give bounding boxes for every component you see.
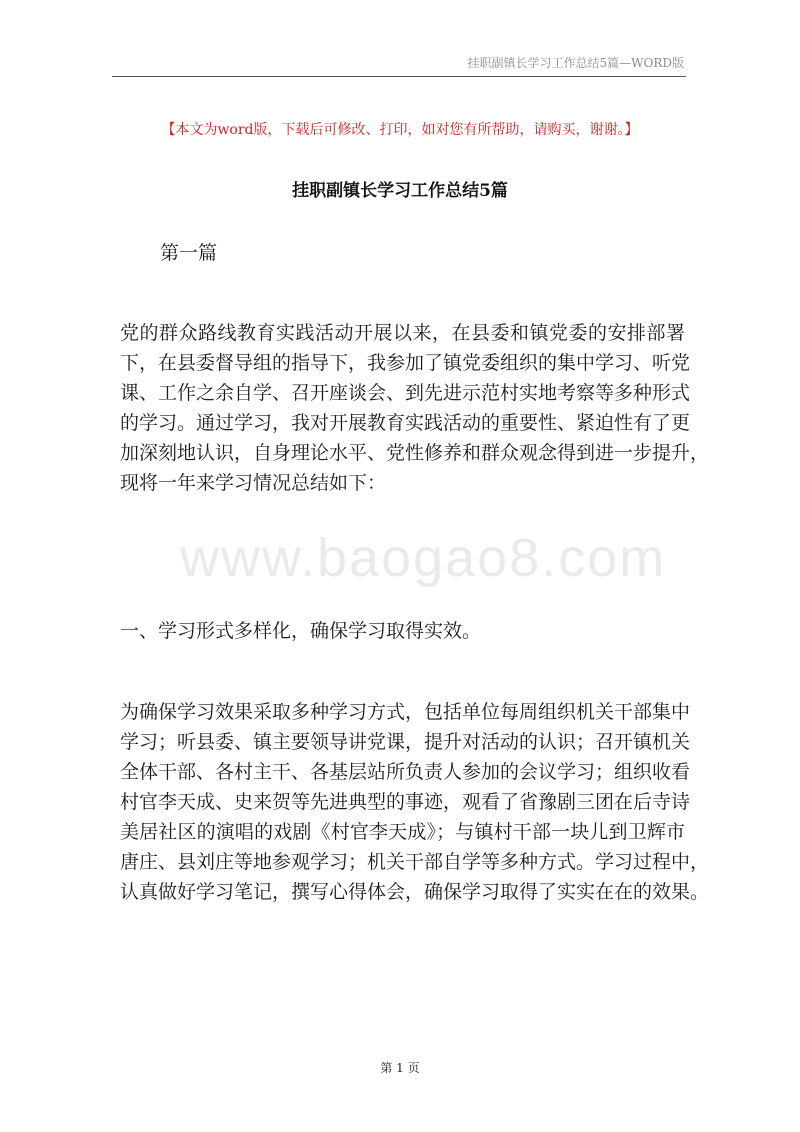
paragraph-line: 唐庄、县刘庄等地参观学习；机关干部自学等多种方式。学习过程中， bbox=[120, 851, 710, 873]
page-number: 第 1 页 bbox=[380, 1061, 420, 1075]
paragraph-line: 的学习。通过学习，我对开展教育实践活动的重要性、紧迫性有了更 bbox=[120, 412, 691, 434]
paragraph-line: 加深刻地认识，自身理论水平、党性修养和群众观念得到进一步提升， bbox=[120, 442, 710, 464]
paragraph-line: 全体干部、各村主干、各基层站所负责人参加的会议学习；组织收看 bbox=[120, 761, 691, 783]
paragraph-line: 认真做好学习笔记，撰写心得体会，确保学习取得了实实在在的效果。 bbox=[120, 881, 710, 903]
paragraph-line: 课、工作之余自学、召开座谈会、到先进示范村实地考察等多种形式 bbox=[120, 382, 691, 404]
section-heading: 一、学习形式多样化，确保学习取得实效。 bbox=[120, 620, 482, 642]
paragraph-line: 学习；听县委、镇主要领导讲党课，提升对活动的认识；召开镇机关 bbox=[120, 731, 691, 753]
running-title: 挂职副镇长学习工作总结5篇—WORD版 bbox=[467, 56, 684, 70]
part-label: 第一篇 bbox=[160, 242, 218, 264]
paragraph-line: 村官李天成、史来贺等先进典型的事迹，观看了省豫剧三团在后寺诗 bbox=[120, 791, 691, 813]
paragraph-line: 为确保学习效果采取多种学习方式，包括单位每周组织机关干部集中 bbox=[120, 701, 691, 723]
purchase-notice: 【本文为word版，下载后可修改、打印，如对您有所帮助，请购买，谢谢。】 bbox=[161, 122, 639, 138]
paragraph-line: 党的群众路线教育实践活动开展以来，在县委和镇党委的安排部署 bbox=[120, 322, 685, 344]
page-header bbox=[112, 50, 686, 77]
watermark: www.baogao8.com bbox=[180, 528, 667, 588]
paragraph-line: 下，在县委督导组的指导下，我参加了镇党委组织的集中学习、听党 bbox=[120, 352, 691, 374]
document-title: 挂职副镇长学习工作总结5篇 bbox=[292, 181, 508, 201]
paragraph-1 bbox=[120, 318, 710, 498]
paragraph-2 bbox=[120, 697, 710, 907]
paragraph-line: 美居社区的演唱的戏剧《村官李天成》；与镇村干部一块儿到卫辉市 bbox=[120, 821, 685, 843]
paragraph-line: 现将一年来学习情况总结如下： bbox=[120, 472, 387, 494]
